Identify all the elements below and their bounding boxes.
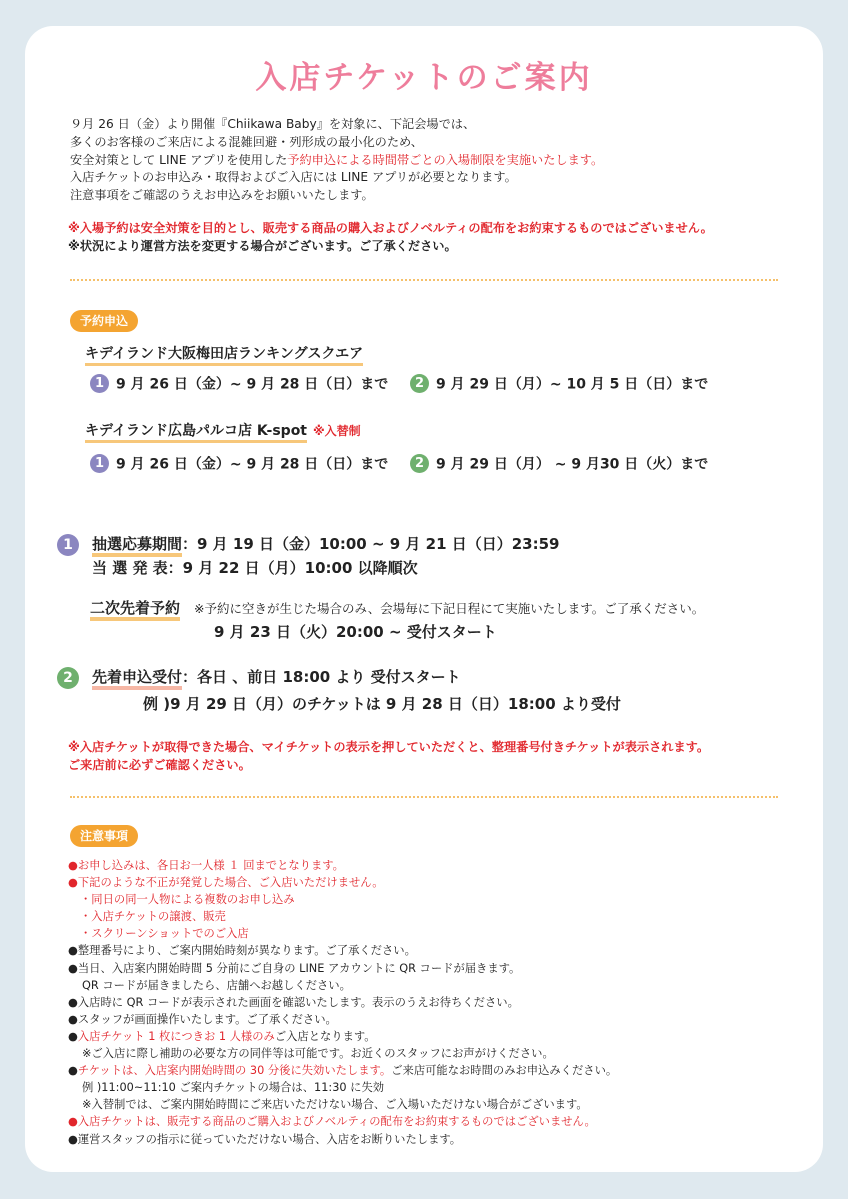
venue-period-1: 1 9 月 26 日（金）~ 9 月 28 日（日）まで — [90, 373, 388, 394]
divider — [70, 279, 778, 281]
number-2-icon: 2 — [410, 454, 429, 473]
venue-name: キデイランド大阪梅田店ランキングスクエア — [85, 343, 363, 363]
venue-period-2: 2 9 月 29 日（月） ~ 9 月30 日（火）まで — [410, 453, 708, 474]
ticket-notice: ※入店チケットが取得できた場合、マイチケットの表示を押していただくと、整理番号付きチケットが表示されます。 ご来店前に必ずご確認ください。 — [68, 740, 710, 772]
number-1-icon: 1 — [90, 374, 109, 393]
number-1-icon: 1 — [57, 534, 79, 556]
divider — [70, 796, 778, 798]
number-2-icon: 2 — [410, 374, 429, 393]
cautions-list: ●お申し込みは、各日お一人様 １ 回までとなります。 ●下記のような不正が発覚した場合、ご入店いただけません。 ・同日の同一人物による複数のお申し込み ・入店チケットの譲渡、販売 ・スクリーンショットでのご入店 ●整理番号により、ご案内開始時刻が異なります。ご了承ください。 ●当日、入店案内開始時間 5 分前にご自身の LINE アカウントに QR コードが届きます。 QR コードが届きましたら、店舗へお越しください。 ●入店時に QR コードが表示された画面を確認いたします。表示のうえお待ちください。 ●スタッフが画面操作いたします。ご了承ください。 ●入店チケット 1 枚につきお 1 人様のみご入店となります。 ※ご入店に際し補助の必要な方の同伴等は可能です。お近くのスタッフにお声がけください。 ●チケットは、入店案内開始時間の 30 分後に失効いたします。ご来店可能なお時間のみお申込みください。 例 )11:00~11:10 ご案内チケットの場合は、11:30 に失効 ※入替制では、ご案内開始時間にご来店いただけない場合、ご入場いただけない場合がございます。 ●入店チケットは、販売する商品のご購入およびノベルティの配布をお約束するものではございません。 ●運営スタッフの指示に従っていただけない場合、入店をお断りいたします。 — [68, 859, 618, 1146]
lottery-announce: 当 選 発 表：9 月 22 日（月）10:00 以降順次 — [92, 559, 418, 577]
second-reservation: 二次先着予約 ※予約に空きが生じた場合のみ、会場毎に下記日程にて実施いたします。ご了承ください。 — [90, 597, 704, 618]
number-1-icon: 1 — [90, 454, 109, 473]
lottery-period: 1 抽選応募期間：9 月 19 日（金）10:00 ~ 9 月 21 日（日）23:59 — [57, 533, 559, 556]
number-2-icon: 2 — [57, 667, 79, 689]
second-date: 9 月 23 日（火）20:00 ~ 受付スタート — [214, 623, 497, 641]
venue-period-1: 1 9 月 26 日（金）~ 9 月 28 日（日）まで — [90, 453, 388, 474]
intro-text: ９月 26 日（金）より開催『Chiikawa Baby』を対象に、下記会場では、 多くのお客様のご来店による混雑回避・列形成の最小化のため、 安全対策として LINE アプリを使用した予約申込による時間帯ごとの入場制限を実施いたします。 入店チケットのお申込み・取得およびご入店には LINE アプリが必要となります。 注意事項をご確認のうえお申込みをお願いいたします。 — [70, 117, 604, 203]
reservation-label: 予約申込 — [70, 310, 138, 332]
first-come-example: 例 )9 月 29 日（月）のチケットは 9 月 28 日（日）18:00 より受付 — [143, 695, 621, 713]
venue-name: キデイランド広島パルコ店 K-spot ※入替制 — [85, 420, 361, 440]
cautions-label: 注意事項 — [70, 825, 138, 847]
intro-notes: ※入場予約は安全対策を目的とし、販売する商品の購入およびノベルティの配布をお約束するものではございません。 ※状況により運営方法を変更する場合がございます。ご了承ください。 — [68, 221, 713, 253]
page-title: 入店チケットのご案内 — [255, 60, 593, 96]
venue-period-2: 2 9 月 29 日（月）~ 10 月 5 日（日）まで — [410, 373, 708, 394]
first-come: 2 先着申込受付：各日 、前日 18:00 より 受付スタート — [57, 666, 461, 689]
